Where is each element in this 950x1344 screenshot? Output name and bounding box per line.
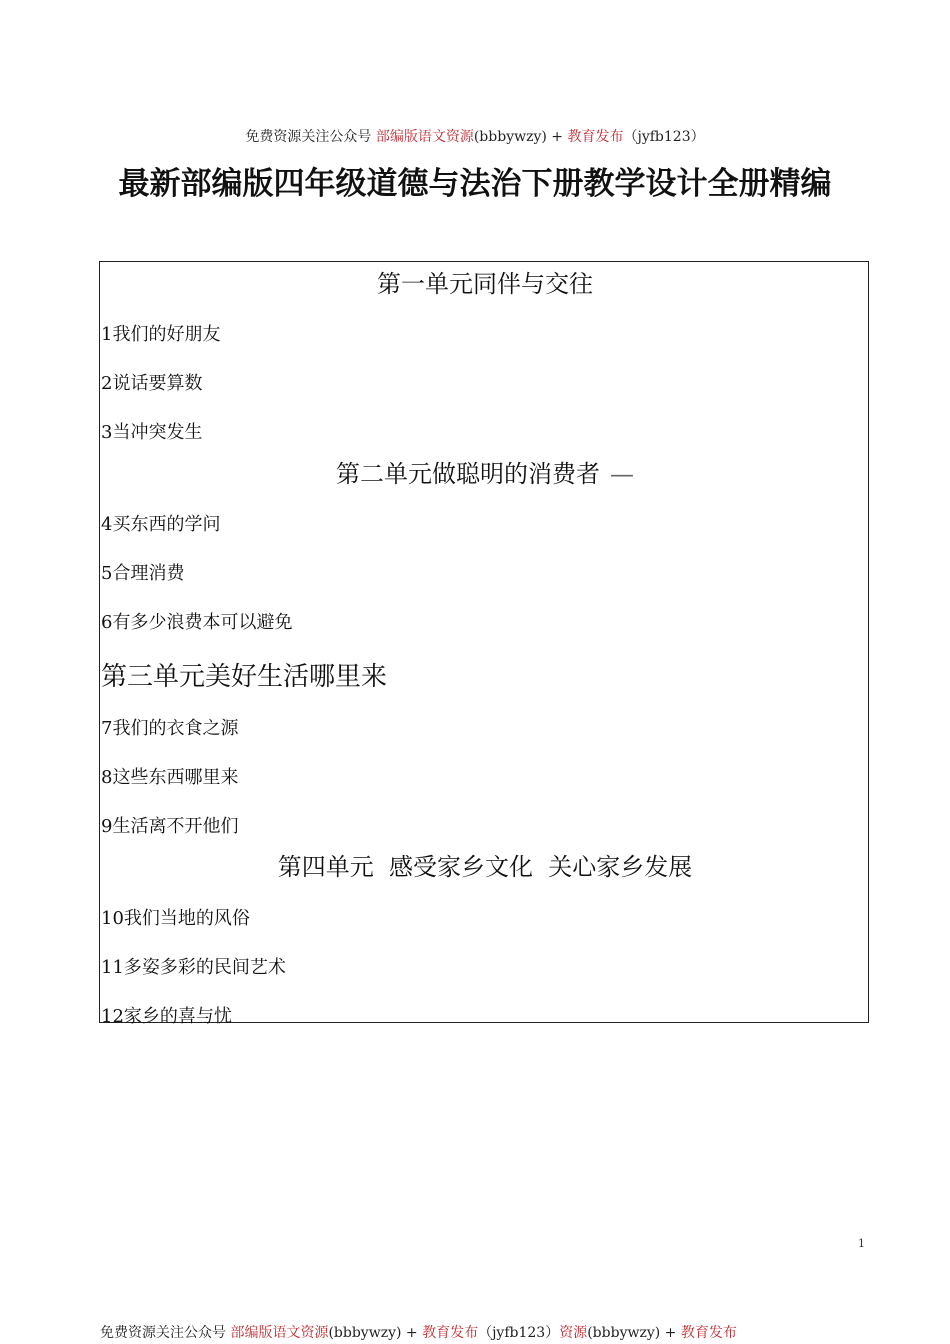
footer-source-id: (bbbywzy) xyxy=(328,1325,402,1341)
footer-prefix: 免费资源关注公众号 xyxy=(100,1325,226,1341)
lesson-12: 12家乡的喜与忧 xyxy=(101,1006,232,1027)
header-plus: + xyxy=(551,129,564,145)
unit-1-heading: 第一单元同伴与交往 xyxy=(377,270,593,298)
header-pub-link: 教育发布 xyxy=(567,129,624,145)
lesson-3: 3当冲突发生 xyxy=(101,422,203,443)
unit-2-heading xyxy=(100,454,870,489)
lesson-4: 4买东西的学问 xyxy=(101,514,221,535)
document-title: 最新部编版四年级道德与法治下册教学设计全册精编 xyxy=(118,166,832,202)
header-prefix: 免费资源关注公众号 xyxy=(245,129,372,145)
lesson-9: 9生活离不开他们 xyxy=(101,816,239,837)
lesson-2: 2说话要算数 xyxy=(101,373,203,394)
footer-source-id-2: (bbbywzy) xyxy=(587,1325,661,1341)
header-pub-id: （jyfb123） xyxy=(623,129,705,145)
unit-2-title: 第二单元做聪明的消费者 xyxy=(336,460,600,488)
page-number: 1 xyxy=(858,1237,865,1250)
header-source-link: 部编版语文资源 xyxy=(375,129,474,145)
lesson-11: 11多姿多彩的民间艺术 xyxy=(101,957,286,978)
unit-3-heading: 第三单元美好生活哪里来 xyxy=(101,662,388,692)
table-of-contents xyxy=(99,261,869,1027)
header-source-id: (bbbywzy) xyxy=(473,129,547,145)
lesson-10: 10我们当地的风俗 xyxy=(101,908,250,929)
lesson-5: 5合理消费 xyxy=(101,563,185,584)
unit-2-dash: — xyxy=(610,460,634,488)
footer-pub-link-2: 教育发布 xyxy=(680,1325,737,1341)
footer-pub-id: （jyfb123） xyxy=(478,1325,560,1341)
footer-note xyxy=(100,1322,940,1342)
footer-pub-link: 教育发布 xyxy=(422,1325,479,1341)
footer-plus: + xyxy=(405,1325,418,1341)
footer-plus-2: + xyxy=(664,1325,677,1341)
lesson-1: 1我们的好朋友 xyxy=(101,324,221,345)
footer-source-link: 部编版语文资源 xyxy=(230,1325,329,1341)
footer-source-link-2: 资源 xyxy=(559,1325,588,1341)
lesson-7: 7我们的衣食之源 xyxy=(101,718,239,739)
lesson-8: 8这些东西哪里来 xyxy=(101,767,239,788)
unit-4-heading: 第四单元 感受家乡文化 关心家乡发展 xyxy=(277,853,693,881)
lesson-6: 6有多少浪费本可以避免 xyxy=(101,612,293,633)
header-note xyxy=(0,126,950,146)
